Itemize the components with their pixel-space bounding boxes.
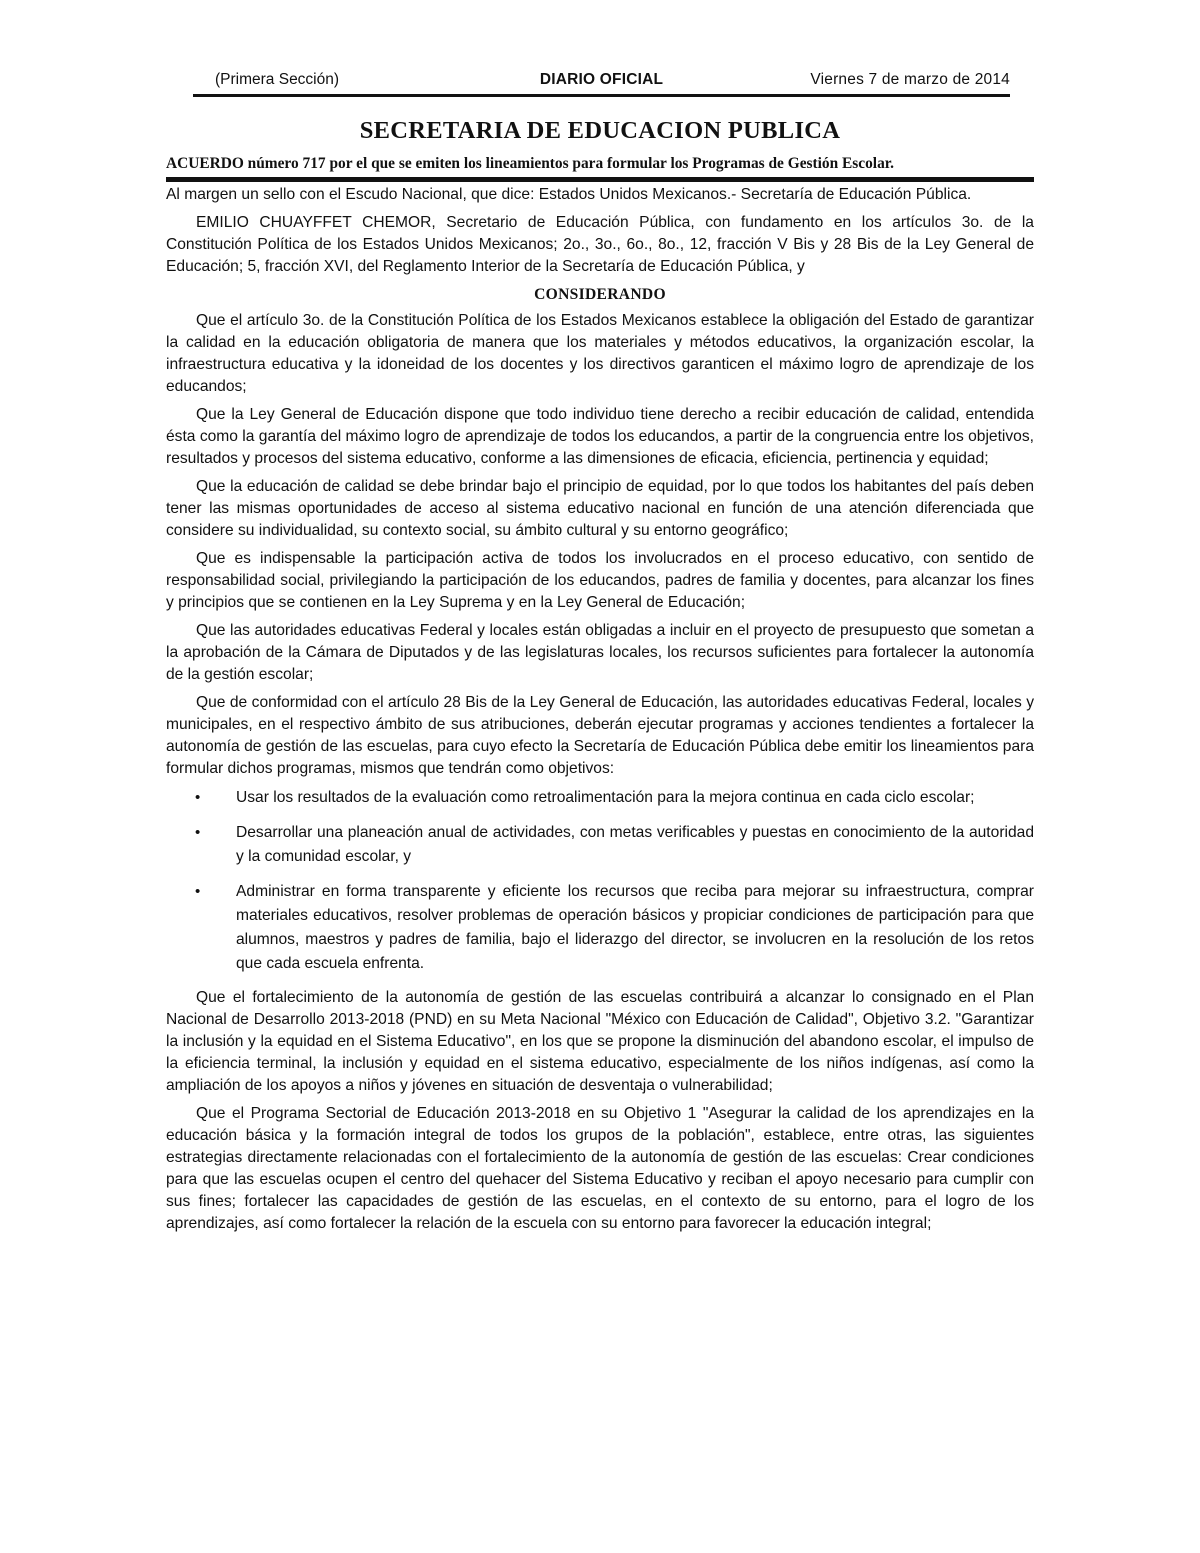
considerando-paragraph-7: Que el fortalecimiento de la autonomía de gestión de las escuelas contribuirá a alcanzar lo consignado en el Plan Nacional de Desarrollo 2013-2018 (PND) en su Meta Nacional "México con Educación de Calidad", Objetivo 3.2. "Garantizar la inclusión y la equidad en el Sistema Educativo", en los que se propone la disminución del abandono escolar, el impulso de la eficiencia terminal, la inclusión y equidad en el sistema educativo, especialmente de los niños indígenas, así como la ampliación de los apoyos a niños y jóvenes en situación de desventaja o vulnerabilidad; [166,989,1034,1094]
considerando-heading: CONSIDERANDO [534,286,666,303]
document-page [166,70,1034,1241]
running-header [193,70,1010,97]
objectives-list [166,786,1034,976]
considerando-paragraph-3: Que la educación de calidad se debe brindar bajo el principio de equidad, por lo que todos los habitantes del país deben tener las mismas oportunidades de acceso al sistema educativo nacional en función de una atención diferenciada que considere su individualidad, su contexto social, su ámbito cultural y su entorno geográfico; [166,478,1034,539]
preamble-paragraph: EMILIO CHUAYFFET CHEMOR, Secretario de Educación Pública, con fundamento en los artículos 3o. de la Constitución Política de los Estados Unidos Mexicanos; 2o., 3o., 6o., 8o., 12, fracción V Bis y 28 Bis de la Ley General de Educación; 5, fracción XVI, del Reglamento Interior de la Secretaría de Educación Pública, y [166,214,1034,275]
list-item-text: Usar los resultados de la evaluación como retroalimentación para la mejora continua en cada ciclo escolar; [236,789,975,806]
margin-note: Al margen un sello con el Escudo Nacional, que dice: Estados Unidos Mexicanos.- Secretaría de Educación Pública. [166,186,972,203]
document-title: SECRETARIA DE EDUCACION PUBLICA [359,117,841,144]
considerando-paragraph-4: Que es indispensable la participación activa de todos los involucrados en el proceso educativo, con sentido de responsabilidad social, privilegiando la participación de los educandos, padres de familia y docentes, para alcanzar los fines y principios que se contienen en la Ley Suprema y en la Ley General de Educación; [166,550,1034,611]
considerando-paragraph-1: Que el artículo 3o. de la Constitución Política de los Estados Mexicanos establece la obligación del Estado de garantizar la calidad en la educación obligatoria de manera que los materiales y métodos educativos, la organización escolar, la infraestructura educativa y la idoneidad de los docentes y los directivos garanticen el máximo logro de aprendizaje de los educandos; [166,312,1034,395]
list-item-text: Administrar en forma transparente y eficiente los recursos que reciba para mejorar su infraestructura, comprar materiales educativos, resolver problemas de operación básicos y propiciar condiciones de participación para que alumnos, maestros y padres de familia, bajo el liderazgo del director, se involucren en la resolución de los retos que cada escuela enfrenta. [236,883,1034,972]
header-publication: DIARIO OFICIAL [539,71,664,88]
considerando-paragraph-6: Que de conformidad con el artículo 28 Bis de la Ley General de Educación, las autoridades educativas Federal, locales y municipales, en el respectivo ámbito de sus atribuciones, deberán ejecutar programas y acciones tendientes a fortalecer la autonomía de gestión de las escuelas, para cuyo efecto la Secretaría de Educación Pública debe emitir los lineamientos para formular dichos programas, mismos que tendrán como objetivos: [166,694,1034,777]
list-item [166,821,1034,869]
considerando-paragraph-5: Que las autoridades educativas Federal y locales están obligadas a incluir en el proyecto de presupuesto que sometan a la aprobación de la Cámara de Diputados y de las legislaturas locales, los recursos suficientes para fortalecer la autonomía de la gestión escolar; [166,622,1034,683]
acuerdo-heading: ACUERDO número 717 por el que se emiten los lineamientos para formular los Programas de Gestión Escolar. [166,155,1034,182]
bullet-icon: • [195,883,201,900]
list-item [166,786,1034,810]
header-section: (Primera Sección) [215,71,340,88]
considerando-paragraph-2: Que la Ley General de Educación dispone que todo individuo tiene derecho a recibir educación de calidad, entendida ésta como la garantía del máximo logro de aprendizaje de todos los educandos, a partir de la congruencia entre los objetivos, resultados y procesos del sistema educativo, conforme a las dimensiones de eficacia, eficiencia, pertinencia y equidad; [166,406,1034,467]
list-item [166,880,1034,976]
considerando-paragraph-8: Que el Programa Sectorial de Educación 2013-2018 en su Objetivo 1 "Asegurar la calidad de los aprendizajes en la educación básica y la formación integral de todos los grupos de la población", establece, entre otras, las siguientes estrategias directamente relacionadas con el fortalecimiento de la autonomía de gestión de las escuelas: Crear condiciones para que las escuelas ocupen el centro del quehacer del Sistema Educativo y reciban el apoyo necesario para cumplir con sus fines; fortalecer las capacidades de gestión de las escuelas, en el contexto de su entorno, para el logro de los aprendizajes, así como fortalecer la relación de la escuela con su entorno para favorecer la educación integral; [166,1105,1034,1232]
bullet-icon: • [195,824,201,841]
document-body [166,184,1034,1235]
bullet-icon: • [195,789,201,806]
header-date: Viernes 7 de marzo de 2014 [810,71,1010,88]
list-item-text: Desarrollar una planeación anual de actividades, con metas verificables y puestas en conocimiento de la autoridad y la comunidad escolar, y [236,824,1034,865]
